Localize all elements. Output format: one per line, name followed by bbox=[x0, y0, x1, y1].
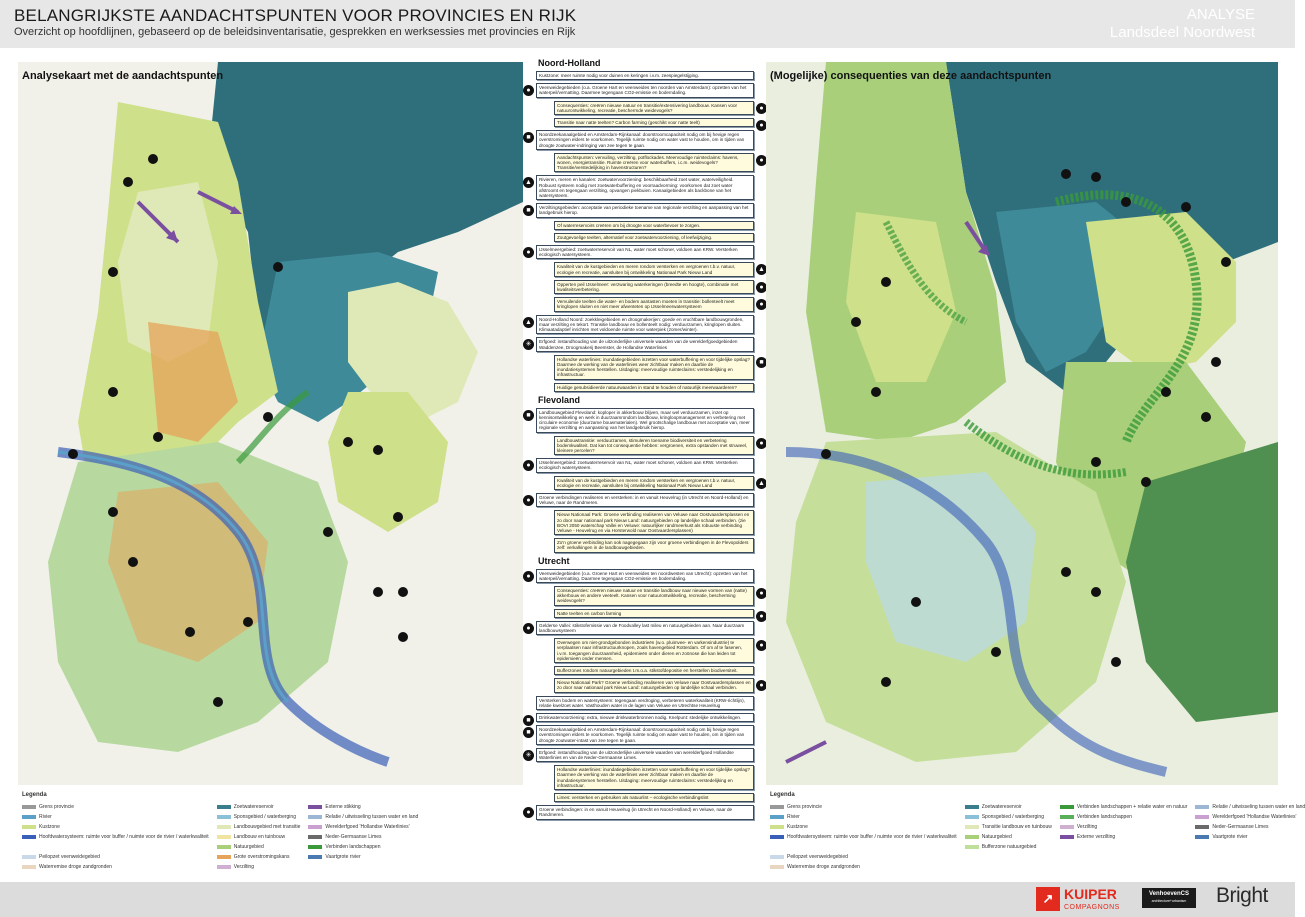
legend-label: Verbinden landschappen bbox=[1076, 813, 1132, 820]
card-text: Groene verbindingen realiseren en versterken: in en vanuit Heuvelrug (in Utrecht en Noord-Holland) en Veluwe, naar de Randmeren. bbox=[539, 494, 749, 506]
card-text: Erfgoed: instandhouding van de uitzonderlijke universele waarden van werelderfgoed Hollandse Waterlinies en van de Neder-Germaanse Limes. bbox=[539, 749, 734, 761]
venhoeven-name: VenhoevenCS bbox=[1148, 891, 1189, 897]
legend-swatch bbox=[217, 865, 231, 869]
theme-icon: ● bbox=[523, 247, 534, 258]
consequence-card bbox=[554, 678, 764, 692]
legend-label: Natuurgebied bbox=[233, 843, 264, 850]
legend-swatch bbox=[1060, 805, 1074, 809]
legend-swatch bbox=[22, 825, 36, 829]
finding-card bbox=[525, 315, 754, 335]
legend-label: Grens provincie bbox=[787, 803, 823, 810]
consequences-map[interactable] bbox=[766, 62, 1278, 785]
theme-icon: ■ bbox=[523, 715, 534, 726]
finding-card bbox=[526, 130, 754, 150]
legend-item bbox=[1060, 862, 1188, 871]
legend-label: Waterremise droge zandgronden bbox=[787, 863, 860, 870]
legend-item bbox=[308, 832, 418, 841]
consequence-card bbox=[554, 666, 754, 675]
card-text: Kwaliteit van de kustgebieden en meren rondom versterken en vergroenen t.b.v. natuur, ecologie en recreatie, aansluiten bij ontwikkeling Nationaal Park Nieuw Land bbox=[557, 477, 736, 488]
card-text: Vervuilende teelten die water- en bodem aantasten moeten in transitie: bollenteelt meet kringlopen sluiten en niet meer afwenteten op IJsselmeerwatersysteem bbox=[557, 299, 735, 310]
legend-swatch bbox=[217, 835, 231, 839]
consequence-card bbox=[554, 383, 754, 392]
bright-logo: Bright bbox=[1216, 884, 1268, 907]
card-text: Veenweidegebieden (o.a. Groene Hart en veenweides ten noordwesten van Utrecht): opzetten van het waterpeil/vernatting. Daarmee tegengaan CO2-emissie en bodemdaling. bbox=[539, 570, 748, 581]
legend-label: Zoetwatereservoir bbox=[981, 803, 1022, 810]
legend-item bbox=[426, 842, 496, 851]
legend-item bbox=[1060, 812, 1188, 821]
legend-item bbox=[965, 852, 1052, 861]
legend-swatch bbox=[770, 815, 784, 819]
legend-item bbox=[965, 862, 1052, 871]
legend-swatch bbox=[22, 815, 36, 819]
legend-swatch bbox=[217, 805, 231, 809]
analysis-map-graphic bbox=[18, 62, 523, 785]
legend-label: Werelderfgoed 'Hollandse Waterlinies' bbox=[1212, 813, 1297, 820]
legend-item bbox=[1060, 822, 1188, 831]
legend-label: Externe verzilting bbox=[1076, 833, 1116, 840]
legend-label: Verbinden landschappen + relatie water en natuur bbox=[1076, 803, 1188, 810]
legend-label: Sponsgebied / waterberging bbox=[981, 813, 1044, 820]
consequence-card bbox=[554, 221, 754, 230]
legend-item bbox=[22, 812, 209, 821]
legend-item bbox=[308, 802, 418, 811]
theme-icon: ● bbox=[756, 438, 767, 449]
card-text: Landbouwtransitie: verduurzamen, stimuleren toename biodiversiteit en verbetering bodemkwaliteit. Dat kan tot consequentie hebben: vergroenen, extra opstanden met struweel, kleinere percelen? bbox=[557, 437, 748, 453]
header bbox=[0, 0, 1295, 48]
consequence-card bbox=[554, 233, 754, 242]
kuiper-logo bbox=[1036, 886, 1120, 912]
legend-item bbox=[770, 802, 957, 811]
legend-swatch bbox=[1195, 825, 1209, 829]
legend-swatch bbox=[22, 805, 36, 809]
card-text: Transitie naar natte teelten? Carbon farming (geschikt voor natte teelt) bbox=[557, 120, 700, 126]
legend-item bbox=[426, 852, 496, 861]
analysis-tag: ANALYSE bbox=[1186, 6, 1255, 23]
consequence-card bbox=[554, 297, 764, 311]
legend-swatch bbox=[217, 845, 231, 849]
legend-item bbox=[217, 842, 301, 851]
card-text: Consequenties: creëren nieuwe natuur en transitie landbouw naar nieuwe vormen van (natte) akkerbouw en andere veeteelt. Kansen voor natuurontwikkeling, recreatie, bescherming weidevogels? bbox=[557, 587, 747, 604]
consequence-card bbox=[554, 609, 764, 620]
legend-item bbox=[770, 852, 957, 861]
finding-card bbox=[525, 337, 754, 351]
legend-swatch bbox=[1195, 835, 1209, 839]
legend-swatch bbox=[1060, 825, 1074, 829]
finding-card bbox=[526, 493, 754, 507]
card-text: Overwegen om niet-grondgebonden industrieën (w.o. pluimvee- en varkensindustrie) te verplaatsen naar infrastructuurknopen, zoals havengebied Rotterdam. Of om af te fasenen, i.v.m. toegangen duurzaamheid, epidemieën onder dieren en zoönose die kan leiden tot epidemieën onder mensen. bbox=[557, 640, 743, 661]
theme-icon: ● bbox=[523, 460, 534, 471]
legend-item bbox=[1195, 802, 1305, 811]
theme-icon: ● bbox=[756, 640, 767, 651]
card-text: Erfgoed: instandhouding van de uitzonderlijke universele waarden van de werelderfgoedgebieden Waddenzee, Droogmakerij Beemster, de Hollandse Waterlinies bbox=[539, 339, 738, 350]
legend-swatch bbox=[1060, 835, 1074, 839]
legend-label: Peilopzet veenweidegebied bbox=[39, 853, 100, 860]
finding-card bbox=[526, 713, 754, 725]
theme-icon: ▲ bbox=[523, 317, 534, 328]
venhoeven-subname: architecture+urbanism bbox=[1151, 899, 1187, 903]
finding-card bbox=[525, 748, 754, 762]
province-heading: Utrecht bbox=[538, 555, 570, 566]
consequences-map-title: (Mogelijke) consequenties van deze aandachtspunten bbox=[770, 70, 1052, 82]
legend-item bbox=[1195, 852, 1305, 861]
legend-item bbox=[22, 832, 209, 841]
consequences-map-graphic bbox=[766, 62, 1278, 785]
legend-item bbox=[965, 842, 1052, 851]
card-text: Noord-Holland Noord: zoekkleigebieden en droogmakerijen: goede en vruchtbare landbouwgronden, maar verzilting en tekort. Transitie landbouw en bollenteelt nodig: verduurzamen, kringlopen sluiten. Klimaatadaptief inrichten met voldoende ruimte voor waterpiek (zomer/winter). bbox=[539, 316, 744, 333]
legend-item bbox=[426, 822, 496, 831]
legend-swatch bbox=[217, 825, 231, 829]
findings-column bbox=[525, 56, 765, 878]
legend-item bbox=[770, 812, 957, 821]
card-text: Aandachtspunten: vervuiling, verzilting, potflockades. Meervoudige ruimteclaims: havens, wonen, energietransitie. Ruimte creëren voor waterbuffers, i.c.m. weidevogels? Transitie/verstedelijking in havenstructuren? bbox=[557, 154, 739, 171]
legend-right bbox=[766, 790, 1305, 876]
legend-label: Kustzone bbox=[39, 823, 60, 830]
theme-icon: ▲ bbox=[756, 264, 767, 275]
card-text: Zo'n groene verbinding kan ook nagegegaan zijn voor groene verbindingen in de Flevopolders zelf: verkalkingen in de landbouwgebieden. bbox=[557, 540, 749, 551]
province-heading: Flevoland bbox=[538, 394, 581, 405]
card-text: Natte teelten en carbon farming bbox=[557, 610, 622, 616]
legend-item bbox=[217, 862, 301, 871]
legend-swatch bbox=[770, 805, 784, 809]
card-text: Huidige gesubsidieerde natuurwaarden in stand te houden of natuurlijk meerwaarderen? bbox=[557, 384, 737, 390]
legend-item bbox=[770, 862, 957, 871]
theme-icon: ■ bbox=[523, 727, 534, 738]
legend-item bbox=[1060, 852, 1188, 861]
card-text: IJsselmeergebied: zoetwaterreservoir van NL, water moet schoner, voldoen aan KRW. Versterken ecologisch watersysteem. bbox=[539, 460, 738, 471]
theme-icon: ● bbox=[523, 85, 534, 96]
theme-icon: ● bbox=[756, 120, 767, 131]
finding-card bbox=[526, 458, 754, 472]
theme-icon: ● bbox=[523, 623, 534, 634]
consequence-card bbox=[554, 153, 764, 173]
legend-item bbox=[1195, 812, 1305, 821]
kuiper-name: KUIPER bbox=[1064, 886, 1117, 902]
legend-item bbox=[217, 832, 301, 841]
legend-swatch bbox=[308, 845, 322, 849]
finding-card bbox=[536, 696, 754, 710]
legend-item bbox=[308, 812, 418, 821]
theme-icon: ● bbox=[523, 807, 534, 818]
legend-swatch bbox=[965, 815, 979, 819]
legend-item bbox=[1060, 802, 1188, 811]
consequence-card bbox=[554, 118, 764, 130]
legend-item bbox=[1195, 822, 1305, 831]
finding-card bbox=[526, 83, 754, 97]
legend-item bbox=[308, 862, 418, 871]
finding-card bbox=[526, 621, 754, 635]
page-title: BELANGRIJKSTE AANDACHTSPUNTEN VOOR PROVINCIES EN RIJK bbox=[14, 6, 577, 25]
legend-label: Verzilting bbox=[233, 863, 254, 870]
legend-swatch bbox=[22, 835, 36, 839]
theme-icon: ● bbox=[523, 571, 534, 582]
kuiper-mark-icon: ↗ bbox=[1036, 887, 1060, 911]
legend-swatch bbox=[217, 855, 231, 859]
card-text: Zoutgevoelige teelten, alternatief voor zoetwatervoorziening, of leefwijziging. bbox=[557, 234, 713, 240]
legend-swatch bbox=[308, 815, 322, 819]
legend-label: Verbinden landschappen bbox=[325, 843, 381, 850]
legend-label: Relatie / uitwisseling tussen water en land bbox=[325, 813, 419, 820]
theme-icon: ■ bbox=[523, 132, 534, 143]
legend-label: Neder-Germaanse Limes bbox=[1212, 823, 1269, 830]
legend-item bbox=[22, 852, 209, 861]
card-text: Hollandse waterlinies: inundatiegebieden inzetten voor waterbuffering en voor tijdelijke opslag? Daarmee de werking van de waterlinies weer zichtbaar maken en daarbie de inundatiesystemen herstellen. Uitdaging: meervoudige ruimteclaims: verstedelijking en infrastructuur. bbox=[557, 767, 750, 788]
region-name: Landsdeel Noordwest bbox=[1109, 24, 1255, 41]
theme-icon: ● bbox=[756, 588, 767, 599]
card-text: Noordzeekanaalgebied en Amsterdam-Rijnkanaal: doorstroomcapaciteit nodig om bij hevige regen overstromingen elders te voorkomen. Tegelijk ruimte nodig om water vast te houden, om in tijden van droogte zoutwater-intast van zee tegen te gaan. bbox=[539, 727, 745, 743]
theme-icon: ▲ bbox=[756, 478, 767, 489]
theme-icon: ● bbox=[756, 282, 767, 293]
legend-item bbox=[22, 862, 209, 871]
legend-swatch bbox=[308, 805, 322, 809]
province-heading: Noord-Holland bbox=[538, 58, 601, 68]
legend-label: Grote overstromingskans bbox=[233, 853, 290, 860]
legend-item bbox=[217, 822, 301, 831]
card-text: Groene verbindingen: in en vanuit Heuvelrug (in Utrecht en Noord-Holland) en Veluwe, naar de Randmeren. bbox=[539, 807, 733, 818]
legend-label: Hoofdwatersysteem: ruimte voor buffer / nuimte voor de rivier / waterkwaliteit bbox=[39, 833, 209, 840]
consequence-card bbox=[554, 765, 754, 790]
legend-item bbox=[965, 812, 1052, 821]
legend-swatch bbox=[770, 825, 784, 829]
legend-label: Zoetwatereservoir bbox=[233, 803, 274, 810]
card-text: Kustzone: meer ruimte nodig voor duinen en keringen i.v.m. zeespiegelstijging. bbox=[539, 73, 700, 78]
legend-item bbox=[217, 852, 301, 861]
consequence-card bbox=[554, 436, 764, 456]
legend-label: Hoofdwatersysteem: ruimte voor buffer / nuimte voor de rivier / waterkwaliteit bbox=[787, 833, 957, 840]
venhoeven-logo bbox=[1142, 888, 1196, 908]
legend-label: Relatie / uitwisseling tussen water en land bbox=[1212, 803, 1305, 810]
theme-icon: ● bbox=[756, 103, 767, 114]
legend-item bbox=[1060, 832, 1188, 841]
finding-card bbox=[526, 569, 754, 583]
theme-icon: ● bbox=[523, 495, 534, 506]
legend-label: Peilopzet veenweidegebied bbox=[787, 853, 848, 860]
theme-icon: ● bbox=[756, 680, 767, 691]
analysis-map-title: Analysekaart met de aandachtspunten bbox=[22, 70, 224, 82]
finding-card bbox=[526, 805, 754, 819]
legend-label: Transitie landbouw en tuinbouw bbox=[981, 823, 1052, 830]
legend-label: Verzilting bbox=[1076, 823, 1098, 830]
card-text: Consequenties: creëren nieuwe natuur en transitie/extensivering landbouw. Kansen voor natuurontwikkeling, recreatie, beschermde weidevogels? bbox=[557, 102, 738, 113]
theme-icon: ■ bbox=[523, 205, 534, 216]
legend-label: Landbouw en tuinbouw bbox=[233, 833, 286, 840]
legend-swatch bbox=[1195, 815, 1209, 819]
theme-icon: ■ bbox=[756, 357, 767, 368]
consequence-card bbox=[554, 101, 764, 115]
legend-item bbox=[426, 862, 496, 871]
legend-label: Kustzone bbox=[787, 823, 808, 830]
kuiper-subname: COMPAGNONS bbox=[1064, 904, 1120, 911]
legend-item bbox=[1195, 832, 1305, 841]
legend-left bbox=[18, 790, 523, 876]
consequence-card bbox=[554, 586, 764, 606]
legend-item bbox=[1060, 842, 1188, 851]
legend-swatch bbox=[965, 825, 979, 829]
legend-swatch bbox=[22, 855, 36, 859]
finding-card bbox=[526, 245, 754, 259]
finding-card bbox=[525, 175, 754, 200]
legend-label: Externe stikking bbox=[325, 803, 361, 810]
card-text: Limes: versterken en gebruiken als natuurlint – ecologische verbindingslint bbox=[557, 795, 709, 801]
legend-item bbox=[1195, 862, 1305, 871]
legend-swatch bbox=[22, 865, 36, 869]
consequence-card bbox=[554, 638, 764, 663]
finding-card bbox=[536, 71, 754, 80]
card-text: Drinkwatervoorziening: extra, nieuwe drinkwaterbronnen nodig. Knelpunt: stedelijke ontwikkelingen. bbox=[539, 715, 742, 721]
card-text: Bufferzones rondom natuurgebieden t.m.o.a. stikstofdepositie en herstellen biodiversiteit. bbox=[557, 668, 738, 674]
legend-item bbox=[965, 832, 1052, 841]
legend-item bbox=[770, 822, 957, 831]
consequence-card bbox=[554, 280, 764, 294]
legend-label: Grens provincie bbox=[39, 803, 75, 810]
card-text: Veenweidegebieden (o.a. Groene Hart en veenweides ten noorden van Amsterdam): opzetten van het waterpeil/vernatting. Daarmee tegengaan CO2-emissie en bodemdaling. bbox=[539, 85, 747, 96]
legend-swatch bbox=[1195, 805, 1209, 809]
legend-label: Rivier bbox=[39, 813, 52, 820]
consequence-card bbox=[554, 262, 765, 276]
legend-label: Landbouwgebied met transitie bbox=[233, 823, 301, 830]
legend-label: Sponsgebied / waterberging bbox=[233, 813, 296, 820]
legend-item bbox=[965, 802, 1052, 811]
consequence-card bbox=[554, 510, 754, 535]
legend-item bbox=[770, 832, 957, 841]
card-text: Verziltingsgebieden: acceptatie van periodieke toename van regionale verzilting en aanpassing van het landgebruik hierop. bbox=[539, 205, 749, 216]
legend-label: Vaartgrote rivier bbox=[1212, 833, 1248, 840]
card-text: Kwaliteit van de kustgebieden en meren rondom versterken en vergroenen t.b.v. natuur, ecologie en recreatie, aansluiten bij ontwikkeling Nationaal Park Nieuw Land bbox=[557, 264, 736, 275]
consequence-card bbox=[554, 355, 764, 380]
legend-label: Neder-Germaanse Limes bbox=[325, 833, 382, 840]
legend-item bbox=[308, 822, 418, 831]
legend-item bbox=[1195, 842, 1305, 851]
legend-label: Rivier bbox=[787, 813, 800, 820]
legend-item bbox=[308, 842, 418, 851]
legend-item bbox=[217, 802, 301, 811]
legend-label: Werelderfgoed 'Hollandse Waterlinies' bbox=[325, 823, 410, 830]
legend-item bbox=[217, 812, 301, 821]
consequence-card bbox=[554, 793, 754, 802]
legend-swatch bbox=[308, 825, 322, 829]
card-text: Gelderse Vallei: stikstofemissie van de Foodvalley last mileu en natuurgebieden aan. Naar duurzaam landbouwsysteem bbox=[539, 622, 745, 633]
legend-label: Bufferzone natuurgebied bbox=[981, 843, 1037, 850]
card-text: Opperten peil IJsselmeer: verzwaring waterkeringen (breedte en hoogte), combinatie met kwaliteitsverbetering. bbox=[557, 281, 739, 293]
card-text: Rivieren, meren en kanalen: zoetwatervoorziening: beschikbaarheid zoet water, waterveiligheid. Robuust systeem nodig met zoetwaterbuffering en voorraadvorming: voorkomen dat zoet water afstroomt en tegengaan verzilting, opvangen piekbuien. Kanaalgebieden als backbone van het watersysteem. bbox=[539, 177, 734, 199]
legend-title: Legenda bbox=[770, 792, 795, 798]
card-text: Noordzeekanaalgebied en Amsterdam-Rijnkanaal: doorstroomcapaciteit nodig om bij hevige regen overstromingen elders te voorkomen. Tegelijk ruimte nodig om water vast te houden, om in tijden van droogte zoutwater-indringing van zee tegen te gaan. bbox=[539, 132, 745, 148]
legend-swatch bbox=[965, 835, 979, 839]
legend-item bbox=[770, 842, 957, 851]
legend-item bbox=[22, 822, 209, 831]
legend-swatch bbox=[770, 855, 784, 859]
theme-icon: ● bbox=[756, 611, 767, 622]
legend-item bbox=[308, 852, 418, 861]
legend-item bbox=[22, 842, 209, 851]
legend-title: Legenda bbox=[22, 792, 47, 798]
legend-swatch bbox=[965, 845, 979, 849]
legend-item bbox=[426, 812, 496, 821]
card-text: Of waterreservoirs creëren om bij droogte voor waterbevoer te zorgen. bbox=[557, 222, 701, 228]
legend-item bbox=[22, 802, 209, 811]
card-text: Landbouwgebied Flevoland: koploper in akkerbouw blijven, maar wel verduurzamen, inzet op kennisontwikkeling en werk in duurzaamrondom landbouw, kringloopmanagement en verbetering met circulaire economie (duurzame bouwmaterialen). Wel grootschalige landbouw met acceptatie van, meer regionale verzilting en aanpassing van het landgebruik hierop. bbox=[539, 409, 750, 431]
finding-card bbox=[526, 203, 754, 217]
legend-swatch bbox=[770, 835, 784, 839]
legend-swatch bbox=[965, 805, 979, 809]
card-text: IJsselmeergebied: zoetwaterreservoir van NL, water moet schoner, voldoen aan KRW. Versterken ecologisch watersysteem. bbox=[539, 247, 738, 258]
legend-swatch bbox=[1060, 815, 1074, 819]
legend-label: Waterremise droge zandgronden bbox=[39, 863, 112, 870]
legend-swatch bbox=[308, 855, 322, 859]
theme-icon: ▲ bbox=[523, 177, 534, 188]
legend-label: Natuurgebied bbox=[981, 833, 1012, 840]
page-subtitle: Overzicht op hoofdlijnen, gebaseerd op de beleidsinventarisatie, gesprekken en werksessies met provincies en Rijk bbox=[14, 26, 576, 38]
theme-icon: ✳ bbox=[523, 750, 534, 761]
consequence-card bbox=[554, 476, 765, 490]
card-text: Hollandse waterlinies: inundatiegebieden inzetten voor waterbuffering en voor tijdelijke opslag? Daarmee de werking van de waterlinies weer zichtbaar maken en daarbie de inundatiesystemen herstellen. Uitdaging: meervoudige ruimteclaims: verstedelijking en infrastructuur. bbox=[557, 356, 750, 378]
legend-item bbox=[426, 832, 496, 841]
theme-icon: ● bbox=[756, 299, 767, 310]
theme-icon: ■ bbox=[523, 410, 534, 421]
legend-swatch bbox=[308, 835, 322, 839]
finding-card bbox=[526, 725, 754, 745]
card-text: Nieuw Nationaal Park? Groene verbinding realiseren van Veluwe naar Oostvaardersplassen en zo door naar nationaal park Nieuw Land: natuurgebieden op landelijke schaal verbinden. bbox=[557, 680, 751, 691]
legend-item bbox=[965, 822, 1052, 831]
theme-icon: ● bbox=[756, 155, 767, 166]
card-text: Versterken bodem en watersysteem: tegengaan verdroging, verbeteren waterkwaliteit (KRW-richtlijn), relatie kwelzoet water. Vasthouden water in de lagen van Veluwe en Utrechtse Heuvelrug bbox=[539, 697, 745, 708]
theme-icon: ✳ bbox=[523, 339, 534, 350]
legend-swatch bbox=[217, 815, 231, 819]
legend-item bbox=[426, 802, 496, 811]
legend-swatch bbox=[770, 865, 784, 869]
finding-card bbox=[526, 408, 754, 433]
analysis-map[interactable] bbox=[18, 62, 523, 785]
legend-label: Vaartgrote rivier bbox=[325, 853, 361, 860]
card-text: Nieuw Nationaal Park: Groene verbinding realiseren van Veluwe naar Oostvaardersplassen en zo door naar nationaal park Nieuw Land: natuurgebieden op landelijke schaal verbinden. (zie BOVI 2050 waterschap Vallei en Veluwe: natuurlijker randmeerkust als robuuste verbinding Veluwe - Heuvelrug en via Horsterwold naar Oostvaardersplassen) bbox=[557, 512, 750, 533]
consequence-card bbox=[554, 538, 754, 552]
